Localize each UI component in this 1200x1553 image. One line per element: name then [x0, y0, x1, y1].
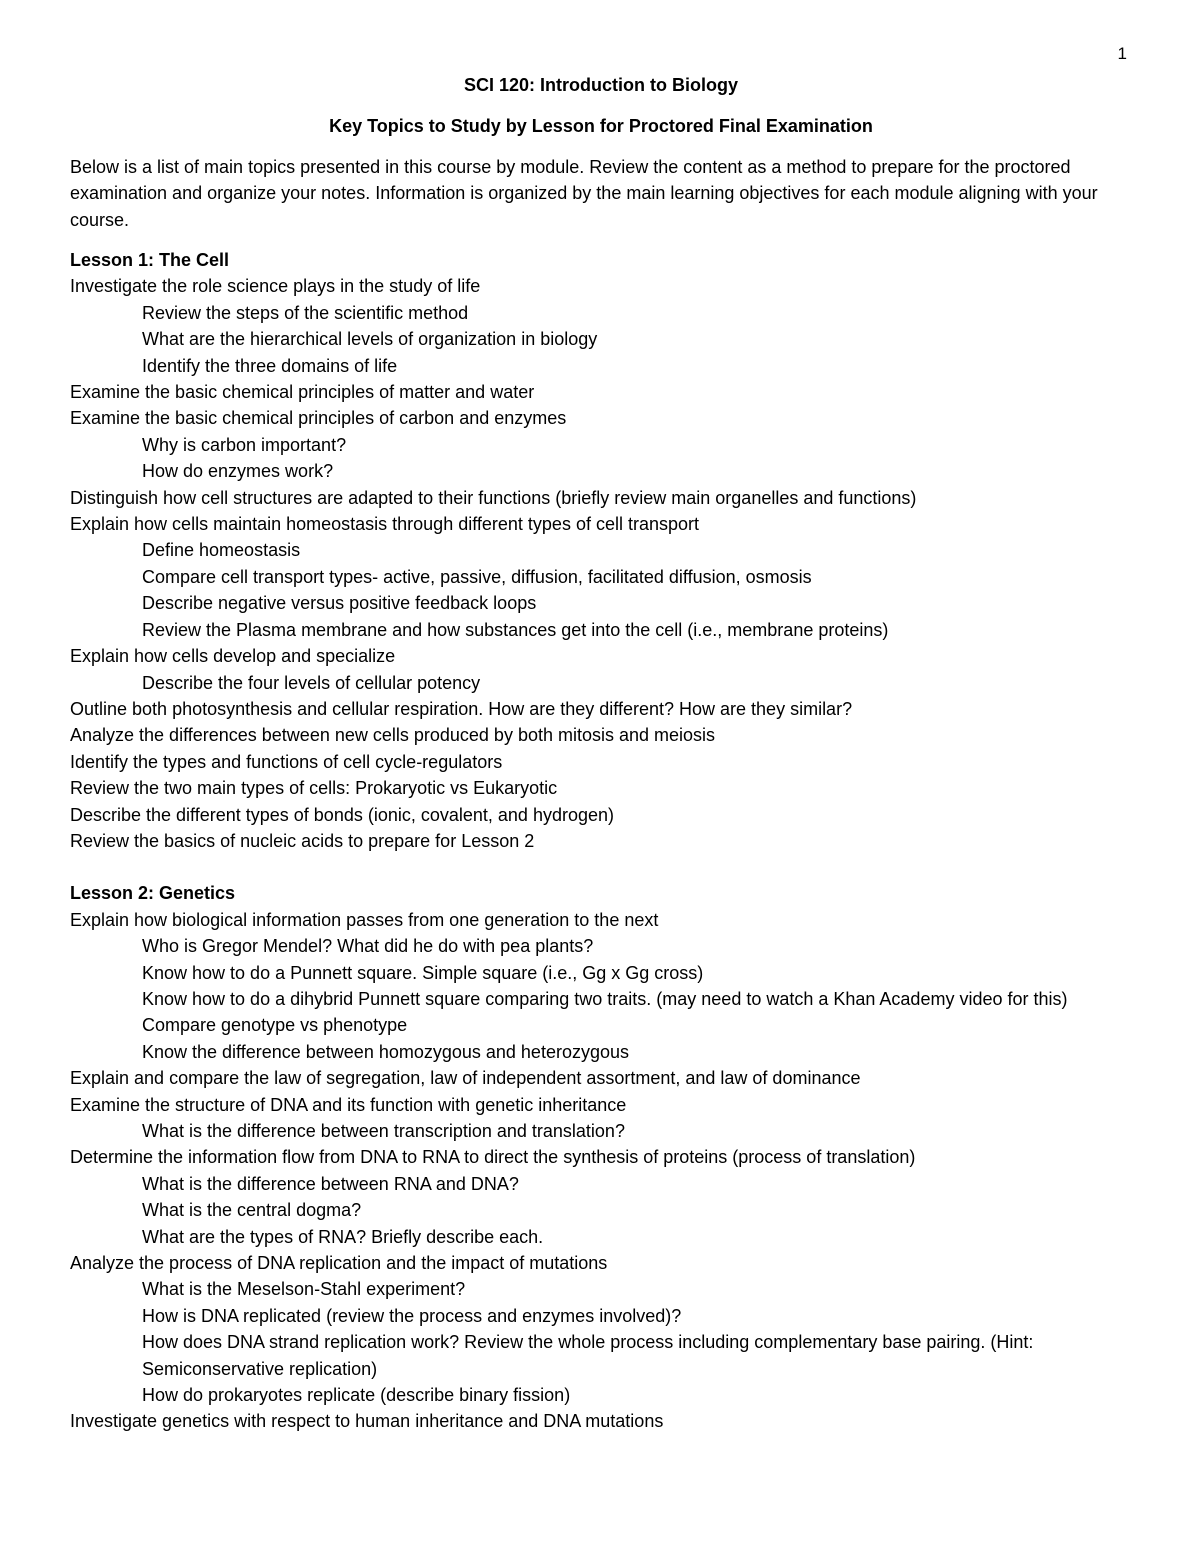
subtopic-item: Know the difference between homozygous and heterozygous [142, 1041, 629, 1062]
topic-item: Determine the information flow from DNA to RNA to direct the synthesis of proteins (process of translation) [70, 1147, 916, 1168]
lesson-section [70, 880, 1132, 1435]
subtopic-item: Why is carbon important? [142, 434, 347, 455]
topic-item: Explain and compare the law of segregation, law of independent assortment, and law of dominance [70, 1068, 861, 1089]
subtopic-item: Review the steps of the scientific method [142, 302, 469, 323]
topic-item: Investigate the role science plays in the study of life [70, 276, 481, 297]
topic-item: Identify the types and functions of cell cycle-regulators [70, 751, 503, 772]
topic-item: Describe the different types of bonds (ionic, covalent, and hydrogen) [70, 804, 614, 825]
topic-item: Distinguish how cell structures are adapted to their functions (briefly review main organelles and functions) [70, 487, 917, 508]
subtopic-item: Compare genotype vs phenotype [142, 1015, 408, 1036]
topic-list [70, 907, 1132, 1435]
lesson-heading: Lesson 2: Genetics [70, 883, 236, 904]
page-number: 1 [1117, 44, 1127, 63]
subtopic-item: Describe the four levels of cellular potency [142, 672, 481, 693]
topic-item: Investigate genetics with respect to human inheritance and DNA mutations [70, 1411, 664, 1432]
subtopic-item: How does DNA strand replication work? Review the whole process including complementary base pairing. (Hint: Semiconservative replication) [142, 1332, 1034, 1379]
subtopic-item: What are the hierarchical levels of organization in biology [142, 329, 598, 350]
subtopic-item: Describe negative versus positive feedback loops [142, 593, 537, 614]
intro-paragraph: Below is a list of main topics presented in this course by module. Review the content as a method to prepare for the proctored examination and organize your notes. Information is organized by the main learning objectives for each module aligning with your course. [70, 156, 1098, 230]
subtopic-item: Define homeostasis [142, 540, 301, 561]
subtopic-item: Know how to do a Punnett square. Simple square (i.e., Gg x Gg cross) [142, 962, 704, 983]
topic-item: Explain how cells maintain homeostasis through different types of cell transport [70, 514, 699, 535]
topic-item: Examine the basic chemical principles of matter and water [70, 382, 535, 403]
subtopic-item: What is the Meselson-Stahl experiment? [142, 1279, 466, 1300]
topic-item: Analyze the differences between new cells produced by both mitosis and meiosis [70, 725, 716, 746]
topic-item: Review the basics of nucleic acids to prepare for Lesson 2 [70, 830, 535, 851]
document-body [70, 72, 1132, 1435]
subtopic-item: Compare cell transport types- active, passive, diffusion, facilitated diffusion, osmosis [142, 566, 812, 587]
subtopic-item: Who is Gregor Mendel? What did he do with pea plants? [142, 936, 594, 957]
topic-item: Outline both photosynthesis and cellular respiration. How are they different? How are they similar? [70, 698, 853, 719]
subtopic-item: Review the Plasma membrane and how substances get into the cell (i.e., membrane proteins) [142, 619, 889, 640]
subtopic-item: What is the difference between RNA and DNA? [142, 1173, 519, 1194]
subtopic-item: Identify the three domains of life [142, 355, 398, 376]
topic-list [70, 273, 1132, 854]
topic-item: Explain how biological information passes from one generation to the next [70, 909, 659, 930]
topic-item: Review the two main types of cells: Prokaryotic vs Eukaryotic [70, 778, 558, 799]
topic-item: Examine the basic chemical principles of carbon and enzymes [70, 408, 567, 429]
subtopic-item: How is DNA replicated (review the process and enzymes involved)? [142, 1305, 682, 1326]
subtopic-item: What is the central dogma? [142, 1200, 362, 1221]
topic-item: Analyze the process of DNA replication and the impact of mutations [70, 1253, 608, 1274]
document-subtitle: Key Topics to Study by Lesson for Proctored Final Examination [329, 116, 873, 137]
subtopic-item: How do prokaryotes replicate (describe binary fission) [142, 1385, 571, 1406]
subtopic-item: How do enzymes work? [142, 461, 334, 482]
subtopic-item: What are the types of RNA? Briefly describe each. [142, 1226, 544, 1247]
topic-item: Examine the structure of DNA and its function with genetic inheritance [70, 1094, 627, 1115]
lesson-heading: Lesson 1: The Cell [70, 250, 230, 271]
subtopic-item: What is the difference between transcription and translation? [142, 1121, 625, 1142]
topic-item: Explain how cells develop and specialize [70, 646, 396, 667]
lesson-section [70, 247, 1132, 854]
document-title: SCI 120: Introduction to Biology [464, 75, 738, 95]
subtopic-item: Know how to do a dihybrid Punnett square comparing two traits. (may need to watch a Khan Academy video for this) [142, 988, 1068, 1009]
